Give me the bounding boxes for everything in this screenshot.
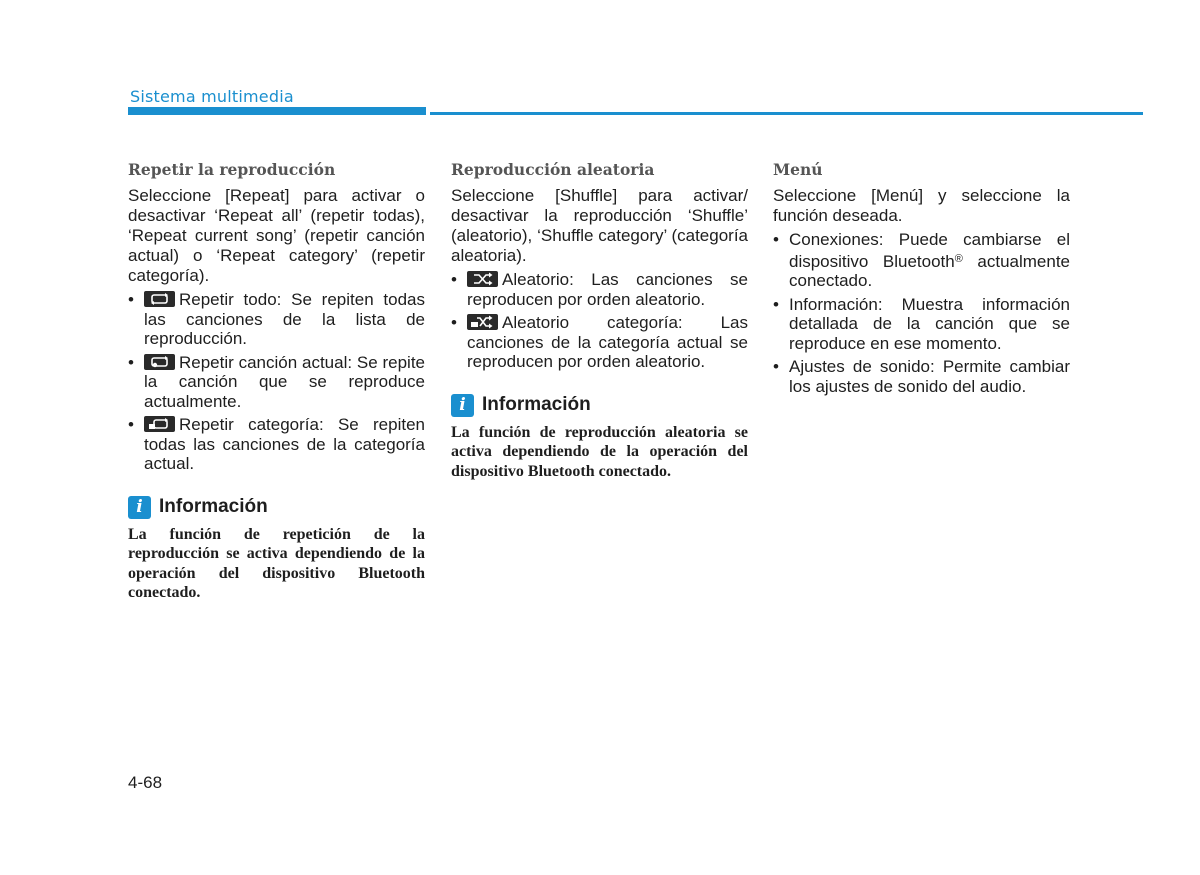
shuffle-category-icon (467, 314, 498, 330)
header-title: Sistema multimedia (130, 87, 294, 106)
section-heading-shuffle: Reproducción aleatoria (451, 160, 655, 179)
column-shuffle (451, 160, 748, 481)
list-item (773, 295, 1070, 354)
info-label: Información (159, 496, 268, 517)
info-icon: i (128, 496, 151, 519)
info-header (128, 496, 425, 519)
repeat-intro: Seleccione [Repeat] para activar o desactivar ‘Repeat all’ (repetir todas), ‘Repeat current song’ (repetir canción actual) o ‘Repeat category’ (repetir categoría). (128, 186, 425, 285)
bullet-text: Ajustes de sonido: Permite cambiar los ajustes de sonido del audio. (789, 357, 1070, 396)
registered-mark: ® (954, 252, 963, 265)
header-bar (128, 107, 426, 115)
info-label: Información (482, 394, 591, 415)
bullet-text: Aleatorio: Las canciones se reproducen por orden aleatorio. (467, 270, 748, 309)
bullet: • (773, 294, 779, 314)
bullet: • (451, 270, 457, 289)
section-heading-repeat: Repetir la reproducción (128, 160, 336, 179)
bullet: • (128, 352, 134, 372)
menu-list (773, 230, 1070, 396)
info-text: La función de repetición de la reproducción se activa dependiendo de la operación del dispositivo Bluetooth conectado. (128, 525, 425, 601)
list-item (128, 415, 425, 474)
info-text: La función de reproducción aleatoria se activa dependiendo de la operación del dispositivo Bluetooth conectado. (451, 423, 748, 480)
bullet-text: Repetir todo: Se repiten todas las canciones de la lista de reproducción. (144, 290, 425, 348)
shuffle-list (451, 270, 748, 372)
column-menu (773, 160, 1070, 400)
bullet: • (128, 290, 134, 309)
bullet: • (128, 415, 134, 434)
bullet: • (451, 313, 457, 332)
repeat-list (128, 290, 425, 474)
bullet-text: Conexiones: Puede cambiarse el dispositivo Bluetooth (789, 230, 1070, 271)
menu-intro: Seleccione [Menú] y seleccione la función deseada. (773, 186, 1070, 225)
shuffle-icon (467, 271, 498, 287)
bullet-text: actualmente conectado. (789, 251, 1070, 290)
list-item (128, 353, 425, 412)
bullet-text: Información: Muestra información detallada de la canción que se reproduce en ese momento. (789, 294, 1070, 353)
column-repeat (128, 160, 425, 603)
list-item (773, 357, 1070, 396)
list-item (128, 290, 425, 349)
bullet: • (773, 230, 779, 249)
page-number: 4-68 (128, 773, 163, 792)
list-item (451, 270, 748, 309)
repeat-one-icon (144, 354, 175, 370)
repeat-category-icon (144, 416, 175, 432)
bullet-text: Aleatorio categoría: Las canciones de la categoría actual se reproducen por orden aleatorio. (467, 313, 748, 371)
header-rule (430, 112, 1143, 115)
section-heading-menu: Menú (773, 160, 823, 179)
bullet-text: Repetir categoría: Se repiten todas las canciones de la categoría actual. (144, 415, 425, 473)
bullet-text: Repetir canción actual: Se repite la canción que se reproduce actualmente. (144, 352, 425, 411)
list-item (451, 313, 748, 372)
list-item (773, 230, 1070, 291)
shuffle-intro: Seleccione [Shuffle] para activar/ desactivar la reproducción ‘Shuffle’ (aleatorio), ‘Shuffle category’ (categoría aleatoria). (451, 186, 748, 265)
repeat-all-icon (144, 291, 175, 307)
info-icon: i (451, 394, 474, 417)
info-header (451, 394, 748, 417)
bullet: • (773, 357, 779, 376)
